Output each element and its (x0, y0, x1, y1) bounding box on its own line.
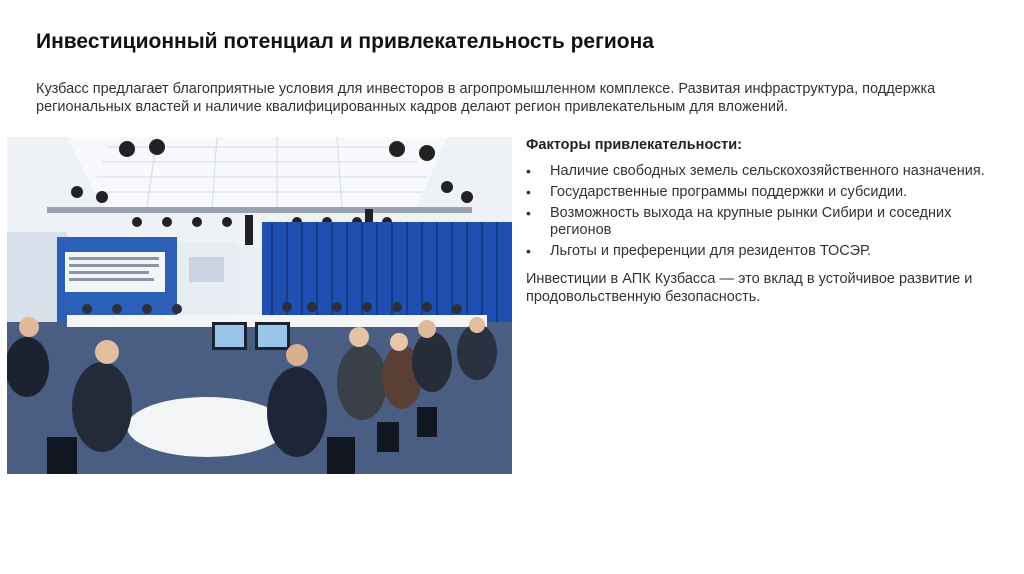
factor-text: Возможность выхода на крупные рынки Сибири и соседних регионов (550, 205, 952, 238)
conference-photo (7, 137, 512, 474)
bullet-icon: • (526, 243, 531, 259)
slide-title: Инвестиционный потенциал и привлекательность региона (36, 30, 654, 53)
bullet-icon: • (526, 184, 531, 200)
bullet-icon: • (526, 163, 531, 179)
factor-list (526, 163, 996, 260)
factors-block (526, 137, 996, 306)
factor-text: Льготы и преференции для резидентов ТОСЭР. (550, 243, 871, 259)
list-item (526, 184, 996, 201)
list-item (526, 163, 996, 180)
list-item (526, 205, 996, 239)
factor-text: Государственные программы поддержки и субсидии. (550, 184, 908, 200)
conclusion-paragraph: Инвестиции в АПК Кузбасса — это вклад в устойчивое развитие и продовольственную безопасность. (526, 271, 973, 305)
factor-text: Наличие свободных земель сельскохозяйственного назначения. (550, 163, 985, 179)
factors-heading: Факторы привлекательности: (526, 137, 743, 153)
list-item (526, 243, 996, 260)
bullet-icon: • (526, 205, 531, 221)
intro-paragraph: Кузбасс предлагает благоприятные условия для инвесторов в агропромышленном комплексе. Развитая инфраструктура, поддержка региональных властей и наличие квалифицированных кадров делают регион привлекательным для вложений. (36, 81, 936, 115)
